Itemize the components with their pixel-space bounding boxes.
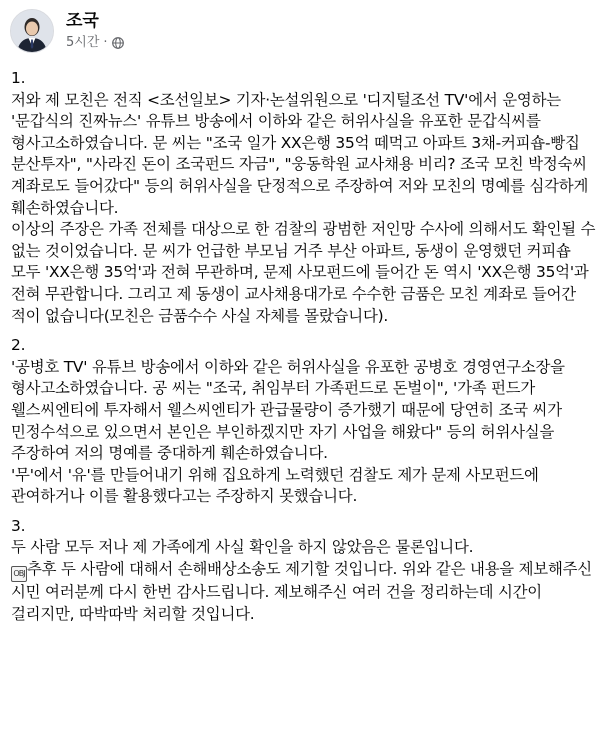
section-1-paragraph-1: 저와 제 모친은 전직 <조선일보> 기자·논설위원으로 '디지털조선 TV'에서 운영하는 '문갑식의 진짜뉴스' 유튜브 방송에서 이하와 같은 허위사실을 유포한 문갑식씨를 형사고소하였습니다. 문 씨는 "조국 일가 XX은행 35억 떼먹고 아파트 3채-커피숍-빵집 분산투자", "사라진 돈이 조국펀드 자금", "웅동학원 교사채용 비리? 조국 모친 박정숙씨 계좌로도 들어갔다" 등의 허위사실을 단정적으로 주장하여 저와 모친의 명예를 심각하게 훼손하였습니다. (11, 90, 593, 217)
post-body (11, 68, 601, 625)
section-2-paragraph-1: '공병호 TV' 유튜브 방송에서 이하와 같은 허위사실을 유포한 공병호 경영연구소장을 형사고소하였습니다. 공 씨는 "조국, 취임부터 가족펀드로 돈벌이", '가족 펀드가 웰스씨엔티에 투자해서 웰스씨엔티가 관급물량이 증가했기 때문에 당연히 조국 씨가 민정수석으로 있으면서 본인은 부인하겠지만 자기 사업을 해왔다" 등의 허위사실을 주장하여 저의 명예를 중대하게 훼손하였습니다. (11, 357, 570, 463)
section-1-number: 1. (11, 69, 26, 87)
post-header (10, 6, 124, 56)
section-3-paragraph-2-text: 추후 두 사람에 대해서 손해배상소송도 제기할 것입니다. 위와 같은 내용을 제보해주신 시민 여러분께 다시 한번 감사드립니다. 제보해주신 여러 건을 정리하는데 시간이 걸리지만, 따박따박 처리할 것입니다. (11, 560, 597, 623)
section-3-paragraph-1: 두 사람 모두 저나 제 가족에게 사실 확인을 하지 않았음은 물론입니다. (11, 538, 474, 557)
section-3-paragraph-2 (11, 559, 601, 625)
section-1-paragraph-2: 이상의 주장은 가족 전체를 대상으로 한 검찰의 광범한 저인망 수사에 의해서도 확인될 수 없는 것이었습니다. 문 씨가 언급한 부모님 거주 부산 아파트, 동생이 운영했던 커피숍 모두 'XX은행 35억'과 전혀 무관하며, 문제 사모펀드에 들어간 돈 역시 'XX은행 35억'과 전혀 무관합니다. 그리고 제 동생이 교사채용대가로 수수한 금품은 모친 계좌로 들어간 적이 없습니다(모친은 금품수수 사실 자체를 몰랐습니다). (11, 220, 601, 325)
section-2-paragraph-2: '무'에서 '유'를 만들어내기 위해 집요하게 노력했던 검찰도 제가 문제 사모펀드에 관여하거나 이를 활용했다고는 주장하지 못했습니다. (11, 465, 544, 506)
section-3-number: 3. (11, 516, 26, 535)
author-name[interactable]: 조국 (66, 11, 99, 31)
post-subline (66, 34, 124, 52)
meta-separator: · (103, 35, 108, 50)
post-time[interactable]: 5시간 (66, 35, 100, 50)
section-2-number: 2. (11, 336, 26, 355)
profile-photo (11, 10, 53, 52)
globe-icon[interactable] (112, 37, 124, 49)
object-replacement-icon: OBJ (11, 566, 27, 582)
author-avatar[interactable] (10, 9, 54, 53)
post-meta (66, 10, 124, 52)
